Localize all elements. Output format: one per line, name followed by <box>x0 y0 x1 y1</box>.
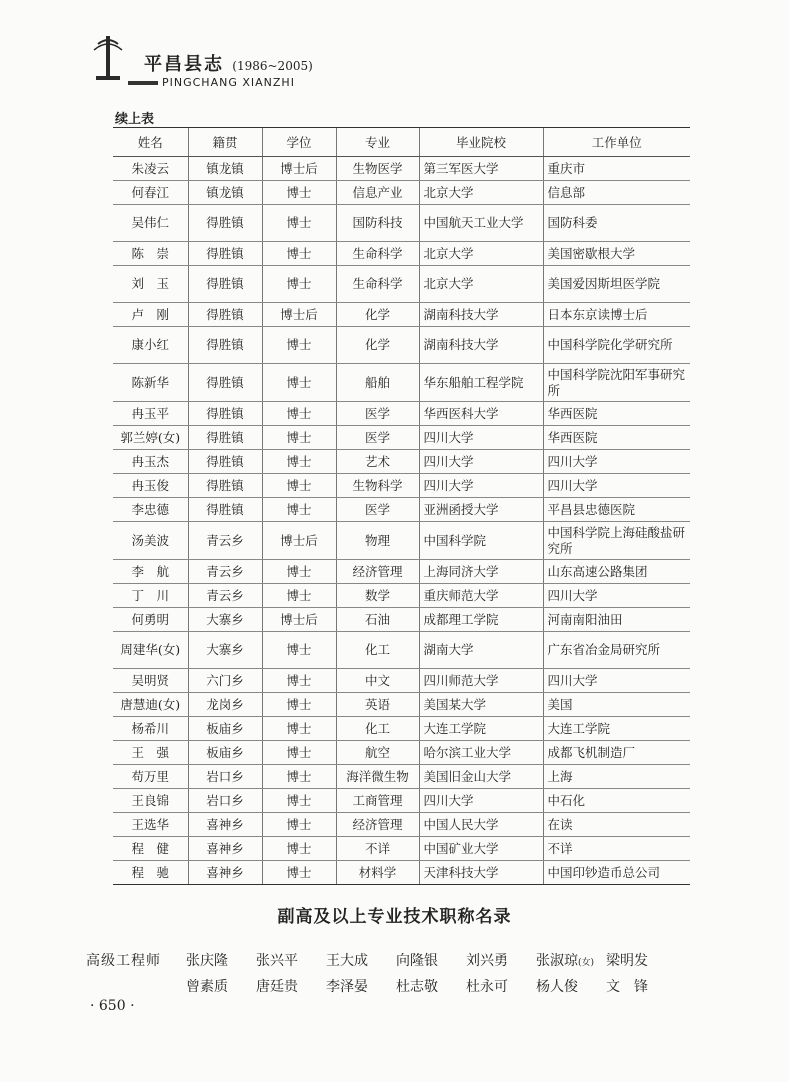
table-cell: 美国某大学 <box>419 693 543 717</box>
table-cell: 得胜镇 <box>188 426 262 450</box>
table-cell: 中国人民大学 <box>419 813 543 837</box>
table-row <box>113 813 690 837</box>
table-cell: 喜神乡 <box>188 861 262 885</box>
table-cell: 卢 刚 <box>113 303 188 327</box>
table-cell: 四川大学 <box>543 450 690 474</box>
table-cell: 得胜镇 <box>188 303 262 327</box>
table-cell: 得胜镇 <box>188 450 262 474</box>
table-cell: 博士后 <box>262 157 336 181</box>
table-cell: 中石化 <box>543 789 690 813</box>
table-cell: 镇龙镇 <box>188 157 262 181</box>
person-name <box>396 950 466 970</box>
table-cell: 杨希川 <box>113 717 188 741</box>
table-cell: 冉玉杰 <box>113 450 188 474</box>
table-cell: 博士 <box>262 717 336 741</box>
table-cell: 四川大学 <box>543 584 690 608</box>
table-cell: 大寨乡 <box>188 608 262 632</box>
table-cell: 得胜镇 <box>188 402 262 426</box>
continued-label: 续上表 <box>115 112 155 127</box>
table-cell: 博士 <box>262 560 336 584</box>
table-row <box>113 765 690 789</box>
table-cell: 美国爱因斯坦医学院 <box>543 266 690 303</box>
table-cell: 博士 <box>262 205 336 242</box>
table-cell: 博士后 <box>262 522 336 560</box>
table-cell: 石油 <box>336 608 419 632</box>
person-name <box>606 976 676 996</box>
table-cell: 博士 <box>262 474 336 498</box>
table-row <box>113 560 690 584</box>
table-cell: 王 强 <box>113 741 188 765</box>
table-cell: 博士 <box>262 242 336 266</box>
table-cell: 冉玉平 <box>113 402 188 426</box>
table-row <box>113 632 690 669</box>
table-cell: 北京大学 <box>419 181 543 205</box>
table-cell: 中国科学院化学研究所 <box>543 327 690 364</box>
table-cell: 美国旧金山大学 <box>419 765 543 789</box>
table-cell: 成都理工学院 <box>419 608 543 632</box>
table-cell: 天津科技大学 <box>419 861 543 885</box>
table-row <box>113 584 690 608</box>
table-row <box>113 402 690 426</box>
table-cell: 博士 <box>262 181 336 205</box>
table-cell: 医学 <box>336 402 419 426</box>
table-cell: 中国科学院 <box>419 522 543 560</box>
table-cell: 经济管理 <box>336 560 419 584</box>
table-row <box>113 474 690 498</box>
table-cell: 博士 <box>262 693 336 717</box>
table-cell: 青云乡 <box>188 584 262 608</box>
table-cell: 博士 <box>262 450 336 474</box>
table-cell: 四川大学 <box>419 450 543 474</box>
person-name-text: 梁明发 <box>606 953 648 969</box>
table-cell: 大连工学院 <box>543 717 690 741</box>
table-cell: 河南南阳油田 <box>543 608 690 632</box>
person-name <box>396 976 466 996</box>
table-cell: 物理 <box>336 522 419 560</box>
table-cell: 山东高速公路集团 <box>543 560 690 584</box>
table-cell: 中文 <box>336 669 419 693</box>
table-cell: 陈 崇 <box>113 242 188 266</box>
table-cell: 美国密歇根大学 <box>543 242 690 266</box>
table-cell: 博士 <box>262 402 336 426</box>
table-cell: 陈新华 <box>113 364 188 402</box>
table-cell: 中国矿业大学 <box>419 837 543 861</box>
table-cell: 湖南科技大学 <box>419 327 543 364</box>
table-row <box>113 242 690 266</box>
table-cell: 航空 <box>336 741 419 765</box>
person-name-text: 文 锋 <box>606 979 648 995</box>
table-cell: 化工 <box>336 717 419 741</box>
doctorate-table <box>113 127 690 885</box>
table-cell: 岩口乡 <box>188 765 262 789</box>
table-row <box>113 157 690 181</box>
table-cell: 康小红 <box>113 327 188 364</box>
table-cell: 青云乡 <box>188 522 262 560</box>
table-cell: 李 航 <box>113 560 188 584</box>
table-cell: 博士 <box>262 632 336 669</box>
table-cell: 化工 <box>336 632 419 669</box>
table-cell: 重庆师范大学 <box>419 584 543 608</box>
table-cell: 王良锦 <box>113 789 188 813</box>
table-cell: 苟万里 <box>113 765 188 789</box>
person-name <box>606 950 676 970</box>
table-cell: 四川大学 <box>419 474 543 498</box>
book-title-text: 平昌县志 <box>144 54 224 75</box>
book-title-pinyin: PINGCHANG XIANZHI <box>128 76 295 89</box>
table-row <box>113 837 690 861</box>
table-cell: 岩口乡 <box>188 789 262 813</box>
book-title <box>144 50 313 76</box>
table-cell: 日本东京读博士后 <box>543 303 690 327</box>
column-header: 姓名 <box>113 128 188 157</box>
table-cell: 周建华(女) <box>113 632 188 669</box>
person-name-text: 张庆隆 <box>186 953 228 969</box>
table-row <box>113 608 690 632</box>
book-years: (1986~2005) <box>232 59 313 73</box>
table-cell: 得胜镇 <box>188 242 262 266</box>
person-name <box>536 950 606 970</box>
page-header <box>88 34 348 94</box>
table-cell: 博士 <box>262 765 336 789</box>
table-cell: 四川大学 <box>419 789 543 813</box>
person-name <box>466 950 536 970</box>
table-cell: 博士 <box>262 669 336 693</box>
table-cell: 不详 <box>336 837 419 861</box>
table-header-row <box>113 128 690 157</box>
table-cell: 吴伟仁 <box>113 205 188 242</box>
table-cell: 数学 <box>336 584 419 608</box>
column-header: 毕业院校 <box>419 128 543 157</box>
table-cell: 美国 <box>543 693 690 717</box>
table-cell: 博士 <box>262 861 336 885</box>
column-header: 籍贯 <box>188 128 262 157</box>
person-name-text: 李泽晏 <box>326 979 368 995</box>
table-row <box>113 450 690 474</box>
table-cell: 国防科技 <box>336 205 419 242</box>
table-cell: 海洋微生物 <box>336 765 419 789</box>
table-cell: 博士 <box>262 837 336 861</box>
table-row <box>113 498 690 522</box>
column-header: 学位 <box>262 128 336 157</box>
table-cell: 博士 <box>262 426 336 450</box>
table-cell: 生命科学 <box>336 242 419 266</box>
table-cell: 博士 <box>262 789 336 813</box>
table-cell: 医学 <box>336 426 419 450</box>
table-cell: 化学 <box>336 327 419 364</box>
table-row <box>113 861 690 885</box>
table-row <box>113 741 690 765</box>
person-name <box>186 950 256 970</box>
table-row <box>113 789 690 813</box>
table-cell: 华西医科大学 <box>419 402 543 426</box>
person-name-text: 张淑琼 <box>536 953 578 969</box>
table-cell: 材料学 <box>336 861 419 885</box>
person-name-text: 王大成 <box>326 953 368 969</box>
table-cell: 何勇明 <box>113 608 188 632</box>
table-row <box>113 266 690 303</box>
table-row <box>113 205 690 242</box>
table-cell: 华西医院 <box>543 402 690 426</box>
section-title: 副高及以上专业技术职称名录 <box>277 907 512 927</box>
table-cell: 得胜镇 <box>188 364 262 402</box>
table-cell: 王选华 <box>113 813 188 837</box>
table-cell: 博士 <box>262 327 336 364</box>
person-name <box>256 950 326 970</box>
table-row <box>113 364 690 402</box>
table-row <box>113 669 690 693</box>
table-cell: 博士 <box>262 813 336 837</box>
person-name-text: 唐廷贵 <box>256 979 298 995</box>
table-cell: 哈尔滨工业大学 <box>419 741 543 765</box>
table-row <box>113 522 690 560</box>
table-cell: 中国印钞造币总公司 <box>543 861 690 885</box>
table-cell: 博士后 <box>262 303 336 327</box>
person-name-text: 杜永可 <box>466 979 508 995</box>
table-row <box>113 181 690 205</box>
tower-logo-icon <box>88 34 128 88</box>
table-cell: 刘 玉 <box>113 266 188 303</box>
table-cell: 在读 <box>543 813 690 837</box>
table-cell: 博士 <box>262 498 336 522</box>
table-cell: 喜神乡 <box>188 837 262 861</box>
table-cell: 广东省冶金局研究所 <box>543 632 690 669</box>
table-cell: 汤美波 <box>113 522 188 560</box>
table-cell: 工商管理 <box>336 789 419 813</box>
table-cell: 船舶 <box>336 364 419 402</box>
table-cell: 湖南科技大学 <box>419 303 543 327</box>
table-cell: 英语 <box>336 693 419 717</box>
table-cell: 华西医院 <box>543 426 690 450</box>
person-name-text: 曾素质 <box>186 979 228 995</box>
table-cell: 得胜镇 <box>188 474 262 498</box>
table-cell: 医学 <box>336 498 419 522</box>
table-cell: 青云乡 <box>188 560 262 584</box>
person-name-text: 张兴平 <box>256 953 298 969</box>
table-body <box>113 157 690 885</box>
table-cell: 板庙乡 <box>188 717 262 741</box>
table-row <box>113 693 690 717</box>
table-cell: 中国科学院沈阳军事研究所 <box>543 364 690 402</box>
table-cell: 艺术 <box>336 450 419 474</box>
person-name-text: 杨人俊 <box>536 979 578 995</box>
table-cell: 板庙乡 <box>188 741 262 765</box>
table-cell: 得胜镇 <box>188 205 262 242</box>
table-cell: 大连工学院 <box>419 717 543 741</box>
table-cell: 何春江 <box>113 181 188 205</box>
table-row <box>113 303 690 327</box>
table-cell: 博士后 <box>262 608 336 632</box>
table-cell: 不详 <box>543 837 690 861</box>
table-cell: 亚洲函授大学 <box>419 498 543 522</box>
table-cell: 化学 <box>336 303 419 327</box>
table-cell: 国防科委 <box>543 205 690 242</box>
table-cell: 丁 川 <box>113 584 188 608</box>
table-cell: 程 健 <box>113 837 188 861</box>
table-cell: 第三军医大学 <box>419 157 543 181</box>
table-cell: 上海同济大学 <box>419 560 543 584</box>
table-cell: 生物科学 <box>336 474 419 498</box>
table-cell: 四川师范大学 <box>419 669 543 693</box>
table-cell: 平昌县忠德医院 <box>543 498 690 522</box>
table-cell: 信息产业 <box>336 181 419 205</box>
table-cell: 上海 <box>543 765 690 789</box>
table-cell: 重庆市 <box>543 157 690 181</box>
table-cell: 冉玉俊 <box>113 474 188 498</box>
table-cell: 成都飞机制造厂 <box>543 741 690 765</box>
table-cell: 四川大学 <box>543 669 690 693</box>
table-cell: 中国科学院上海硅酸盐研究所 <box>543 522 690 560</box>
table-cell: 六门乡 <box>188 669 262 693</box>
table-cell: 唐慧迪(女) <box>113 693 188 717</box>
table-cell: 四川大学 <box>419 426 543 450</box>
table-cell: 镇龙镇 <box>188 181 262 205</box>
table-cell: 生物医学 <box>336 157 419 181</box>
table-cell: 程 驰 <box>113 861 188 885</box>
person-name <box>326 976 396 996</box>
table-row <box>113 327 690 364</box>
table-cell: 博士 <box>262 266 336 303</box>
table-cell: 信息部 <box>543 181 690 205</box>
person-name <box>256 976 326 996</box>
person-name-text: 杜志敬 <box>396 979 438 995</box>
column-header: 专业 <box>336 128 419 157</box>
table-cell: 博士 <box>262 741 336 765</box>
table-row <box>113 717 690 741</box>
table-cell: 得胜镇 <box>188 327 262 364</box>
table-cell: 李忠德 <box>113 498 188 522</box>
table-cell: 博士 <box>262 584 336 608</box>
table-row <box>113 426 690 450</box>
table-cell: 郭兰婷(女) <box>113 426 188 450</box>
person-name-text: 刘兴勇 <box>466 953 508 969</box>
table-cell: 龙岗乡 <box>188 693 262 717</box>
person-name <box>326 950 396 970</box>
table-cell: 湖南大学 <box>419 632 543 669</box>
person-name-text: 向隆银 <box>396 953 438 969</box>
table-cell: 中国航天工业大学 <box>419 205 543 242</box>
table-cell: 朱凌云 <box>113 157 188 181</box>
table-cell: 得胜镇 <box>188 266 262 303</box>
table-cell: 吴明贤 <box>113 669 188 693</box>
table-cell: 经济管理 <box>336 813 419 837</box>
table-cell: 大寨乡 <box>188 632 262 669</box>
table-cell: 北京大学 <box>419 242 543 266</box>
table-cell: 得胜镇 <box>188 498 262 522</box>
table-cell: 北京大学 <box>419 266 543 303</box>
table-cell: 生命科学 <box>336 266 419 303</box>
table-cell: 博士 <box>262 364 336 402</box>
table-cell: 华东船舶工程学院 <box>419 364 543 402</box>
column-header: 工作单位 <box>543 128 690 157</box>
person-name <box>536 976 606 996</box>
rank-label: 高级工程师 <box>86 953 161 969</box>
table-cell: 喜神乡 <box>188 813 262 837</box>
person-name <box>466 976 536 996</box>
names-list <box>186 950 676 996</box>
page-number: · 650 · <box>90 998 135 1014</box>
table-cell: 四川大学 <box>543 474 690 498</box>
person-name <box>186 976 256 996</box>
person-name-note: (女) <box>578 958 595 968</box>
